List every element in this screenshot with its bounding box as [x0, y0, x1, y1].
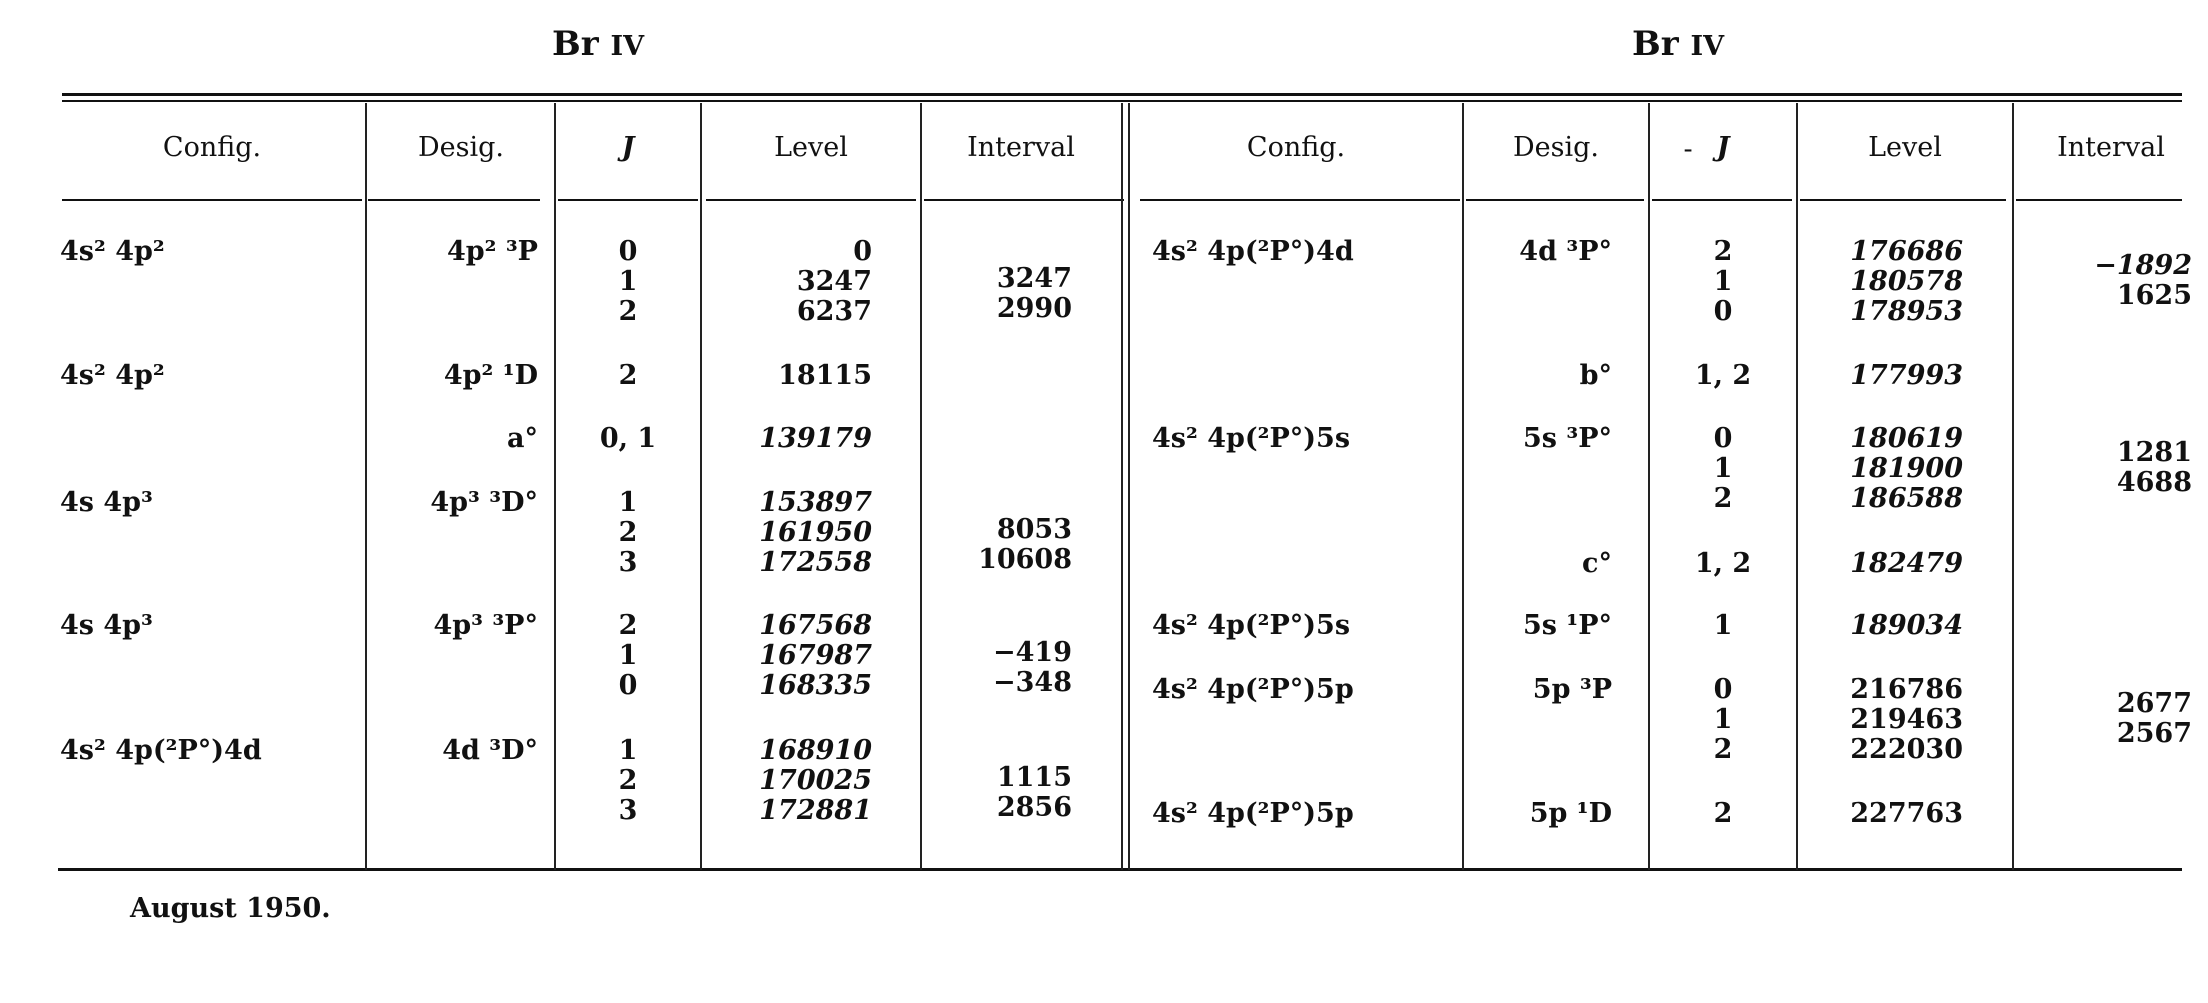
cell-level: 3247 [796, 266, 872, 297]
cell-j: 1 [618, 487, 638, 518]
header-rule [1652, 199, 1792, 201]
cell-interval: 1115 [996, 762, 1072, 793]
cell-interval: 4688 [2116, 467, 2192, 498]
column-divider [1462, 103, 1464, 870]
cell-level: 182479 [1850, 548, 1963, 579]
header-rule [62, 199, 362, 201]
cell-level: 153897 [759, 487, 872, 518]
header-j: J [1716, 132, 1730, 163]
header-interval: Interval [967, 132, 1075, 163]
header-config: Config. [162, 132, 262, 163]
cell-j: 1 [1713, 610, 1733, 641]
header-desig: Desig. [418, 132, 504, 163]
cell-level: 168335 [759, 670, 872, 701]
cell-level: 167987 [759, 640, 872, 671]
cell-j: 1 [618, 266, 638, 297]
cell-level: 6237 [796, 296, 872, 327]
cell-j: 2 [618, 517, 638, 548]
cell-designation: 4p² ³P [446, 236, 538, 267]
cell-level: 18115 [778, 360, 872, 391]
cell-j: 2 [1713, 734, 1733, 765]
cell-j: 1, 2 [1694, 360, 1752, 391]
cell-designation: 4p³ ³D° [430, 487, 538, 518]
cell-designation: 5p ³P [1532, 674, 1612, 705]
cell-config: 4s² 4p(²P°)4d [1152, 236, 1354, 267]
top-rule-inner [62, 100, 2182, 102]
cell-j: 3 [618, 547, 638, 578]
cell-config: 4s 4p³ [60, 487, 153, 518]
cell-config: 4s² 4p(²P°)4d [60, 735, 262, 766]
cell-j: 2 [1713, 483, 1733, 514]
column-divider [2012, 103, 2014, 870]
cell-designation: 4p² ¹D [443, 360, 538, 391]
table-title-right: Br IV [1632, 24, 1725, 64]
header-rule [924, 199, 1124, 201]
cell-level: 177993 [1850, 360, 1963, 391]
cell-interval: 2856 [996, 792, 1072, 823]
cell-level: 172881 [759, 795, 872, 826]
cell-j: 2 [1713, 236, 1733, 267]
cell-level: 222030 [1850, 734, 1963, 765]
cell-j: 3 [618, 795, 638, 826]
header-j-prefix: - [1683, 134, 1693, 165]
cell-designation: 4d ³D° [442, 735, 538, 766]
cell-designation: b° [1579, 360, 1612, 391]
header-rule [1466, 199, 1644, 201]
cell-level: 167568 [759, 610, 872, 641]
cell-interval: 10608 [978, 544, 1072, 575]
cell-j: 2 [618, 296, 638, 327]
bottom-rule [58, 868, 2182, 871]
cell-config: 4s² 4p² [60, 236, 165, 267]
cell-level: 219463 [1850, 704, 1963, 735]
cell-level: 216786 [1850, 674, 1963, 705]
cell-designation: 5s ³P° [1522, 423, 1612, 454]
cell-level: 227763 [1850, 798, 1963, 829]
top-rule [62, 93, 2182, 96]
header-config: Config. [1246, 132, 1346, 163]
cell-j: 1, 2 [1694, 548, 1752, 579]
cell-j: 1 [1713, 266, 1733, 297]
cell-j: 1 [618, 640, 638, 671]
center-divider [1121, 103, 1123, 870]
cell-interval: 1281 [2116, 437, 2192, 468]
cell-config: 4s² 4p(²P°)5p [1152, 674, 1354, 705]
cell-interval: 2677 [2116, 688, 2192, 719]
cell-interval: 2990 [996, 293, 1072, 324]
cell-level: 176686 [1850, 236, 1963, 267]
cell-j: 0 [1713, 674, 1733, 705]
cell-interval: 3247 [996, 263, 1072, 294]
cell-level: 161950 [759, 517, 872, 548]
column-divider [920, 103, 922, 870]
column-divider [365, 103, 367, 870]
cell-designation: a° [507, 423, 538, 454]
cell-j: 2 [1713, 798, 1733, 829]
cell-level: 178953 [1850, 296, 1963, 327]
cell-designation: c° [1582, 548, 1612, 579]
cell-j: 2 [618, 765, 638, 796]
cell-interval: −419 [993, 637, 1072, 668]
cell-level: 186588 [1850, 483, 1963, 514]
cell-designation: 4d ³P° [1519, 236, 1612, 267]
header-rule [706, 199, 916, 201]
cell-level: 170025 [759, 765, 872, 796]
header-rule [2016, 199, 2182, 201]
cell-j: 1 [1713, 453, 1733, 484]
cell-designation: 4p³ ³P° [433, 610, 538, 641]
footer-date: August 1950. [130, 893, 331, 924]
cell-level: 0 [853, 236, 872, 267]
header-rule [1800, 199, 2006, 201]
cell-config: 4s² 4p(²P°)5p [1152, 798, 1354, 829]
header-rule [368, 199, 540, 201]
header-level: Level [1868, 132, 1942, 163]
cell-j: 0 [1713, 296, 1733, 327]
header-j: J [621, 132, 635, 163]
table-title-left: Br IV [552, 24, 645, 64]
header-desig: Desig. [1513, 132, 1599, 163]
cell-level: 139179 [759, 423, 872, 454]
header-rule [558, 199, 698, 201]
cell-j: 0 [1713, 423, 1733, 454]
header-interval: Interval [2057, 132, 2165, 163]
cell-j: 2 [618, 610, 638, 641]
cell-interval: 1625 [2116, 280, 2192, 311]
cell-config: 4s 4p³ [60, 610, 153, 641]
cell-level: 180578 [1850, 266, 1963, 297]
cell-interval: 8053 [996, 514, 1072, 545]
cell-j: 0 [618, 670, 638, 701]
cell-level: 181900 [1850, 453, 1963, 484]
cell-interval: −1892 [2094, 250, 2192, 281]
cell-interval: −348 [993, 667, 1072, 698]
cell-level: 172558 [759, 547, 872, 578]
cell-j: 1 [1713, 704, 1733, 735]
cell-interval: 2567 [2116, 718, 2192, 749]
cell-level: 168910 [759, 735, 872, 766]
cell-designation: 5s ¹P° [1522, 610, 1612, 641]
cell-j: 1 [618, 735, 638, 766]
cell-j: 2 [618, 360, 638, 391]
cell-level: 180619 [1850, 423, 1963, 454]
header-rule [1140, 199, 1460, 201]
cell-config: 4s² 4p(²P°)5s [1152, 610, 1351, 641]
cell-config: 4s² 4p(²P°)5s [1152, 423, 1351, 454]
cell-designation: 5p ¹D [1529, 798, 1612, 829]
cell-j: 0, 1 [599, 423, 657, 454]
center-divider [1128, 103, 1130, 870]
cell-j: 0 [618, 236, 638, 267]
cell-config: 4s² 4p² [60, 360, 165, 391]
header-level: Level [774, 132, 848, 163]
cell-level: 189034 [1850, 610, 1963, 641]
